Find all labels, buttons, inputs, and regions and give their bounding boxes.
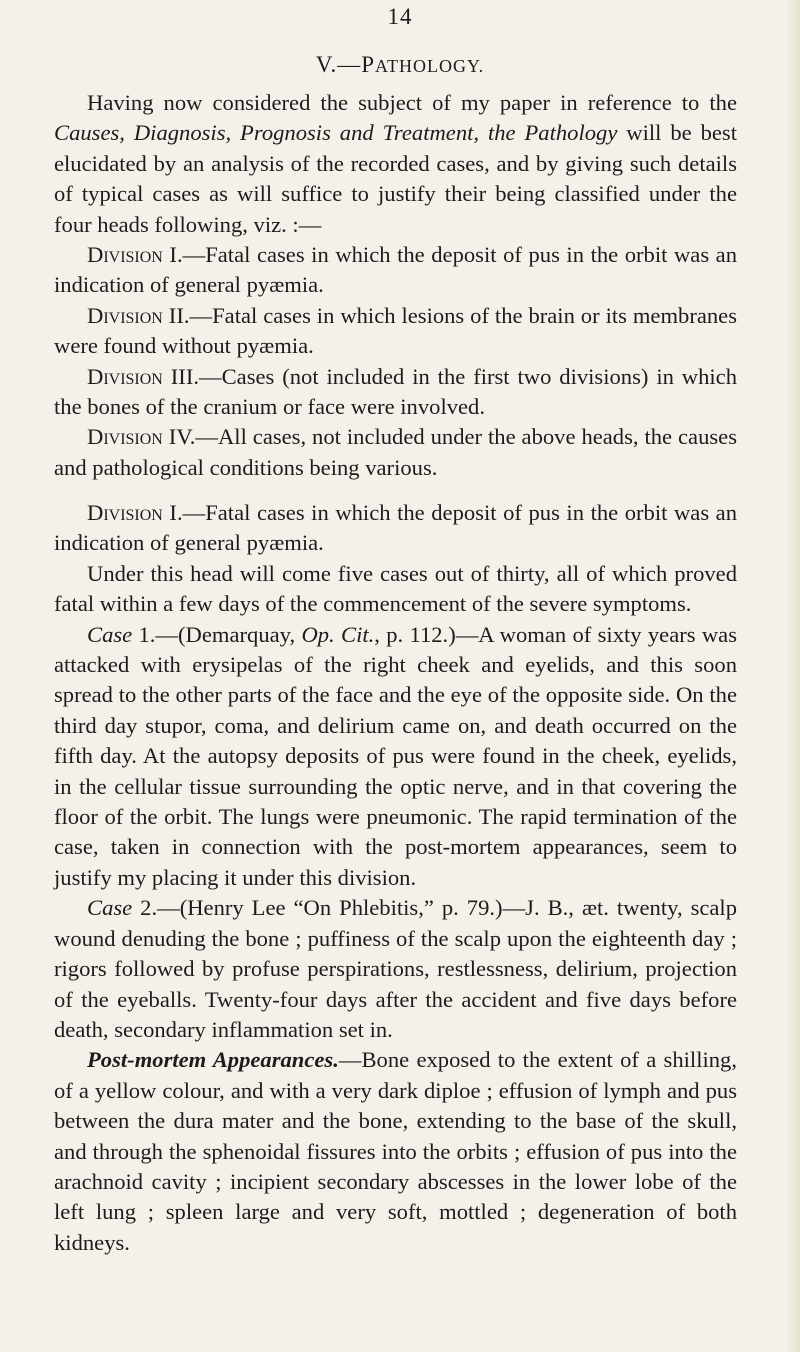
division-1-text: —Fatal cases in which the deposit of pus in the orbit was an indication of general pyæmia. — [54, 242, 737, 298]
section-title-rest: ATHOLOGY. — [375, 56, 485, 76]
division-1-summary: Under this head will come five cases out of thirty, all of which proved fatal within a few days of the commencement of the severe symptoms. — [54, 560, 737, 617]
division-3-text: —Cases (not included in the first two divisions) in which the bones of the cranium or face were involved. — [54, 363, 738, 420]
section-numeral: V.— — [315, 52, 362, 77]
page-number: 14 — [387, 4, 413, 29]
section-title-cap: P — [361, 52, 376, 77]
division-1-heading-label: Division I. — [87, 500, 183, 525]
intro-block — [54, 88, 737, 483]
intro-causes-italic: Causes, Diagnosis, Prognosis and Treatment, the Pathology — [54, 120, 618, 146]
intro-paragraph — [54, 88, 737, 240]
post-mortem-text: —Bone exposed to the extent of a shilling, of a yellow colour, and with a very dark diploe ; effusion of lymph and pus between the dura mater and the bone, extending to the base of the skull, and through the sphenoidal fissures into the orbits ; effusion of pus into the arachnoid cavity ; incipient secondary abscesses in the lower lobe of the left lung ; spleen large and very soft, mottled ; degeneration of both kidneys. — [54, 1047, 737, 1255]
page-edge — [786, 0, 800, 1352]
division-1-section — [54, 498, 737, 1258]
case-2-label: Case — [87, 895, 133, 921]
division-3-definition — [54, 362, 737, 423]
post-mortem-paragraph — [54, 1045, 737, 1258]
division-3-label: Division III. — [87, 363, 199, 389]
section-heading — [0, 52, 800, 78]
division-2-definition — [54, 301, 737, 362]
case-1-paragraph — [54, 620, 737, 894]
division-4-label: Division IV. — [87, 424, 196, 450]
case-2-text: 2.—(Henry Lee “On Phlebitis,” p. 79.)—J. B., æt. twenty, scalp wound denuding the bone ; puffiness of the scalp upon the eighteenth day ; rigors followed by profuse perspirations, restlessness, delirium, projection of the eyeballs. Twenty-four days after the accident and five days before death, secondary inflammation set in. — [54, 895, 737, 1042]
division-1-heading-text: —Fatal cases in which the deposit of pus in the orbit was an indication of general pyæmia. — [54, 500, 737, 556]
division-1-heading — [54, 498, 737, 559]
intro-text-end: will be best elucidated by an analysis of the recorded cases, and by giving such details of typical cases as will suffice to justify their being classified under the four heads following, viz. :— — [54, 120, 737, 237]
case-2-paragraph — [54, 893, 737, 1045]
case-1-label: Case — [87, 621, 133, 647]
division-2-label: Division II. — [87, 302, 190, 328]
division-1-label: Division I. — [87, 242, 183, 268]
post-mortem-label: Post-mortem Appearances. — [87, 1047, 339, 1073]
division-4-definition — [54, 422, 737, 483]
division-4-text: —All cases, not included under the above heads, the causes and pathological conditions being various. — [54, 424, 737, 480]
intro-text-start: Having now considered the subject of my paper in reference to the — [87, 90, 737, 115]
case-1-text-start: 1.—(Demarquay, — [132, 621, 302, 647]
division-1-definition — [54, 240, 737, 301]
case-1-op-cit: Op. Cit. — [301, 621, 375, 647]
division-2-text: —Fatal cases in which lesions of the brain or its membranes were found without pyæmia. — [54, 302, 737, 359]
case-1-text-end: , p. 112.)—A woman of sixty years was attacked with erysipelas of the right cheek and eyelids, and this soon spread to the other parts of the face and the eye of the opposite side. On the third day stupor, coma, and delirium came on, and death occurred on the fifth day. At the autopsy deposits of pus were found in the cheek, eyelids, in the cellular tissue surrounding the optic nerve, and in that covering the floor of the orbit. The lungs were pneumonic. The rapid termination of the case, taken in connection with the post-mortem appearances, seem to justify my placing it under this division. — [54, 621, 737, 890]
